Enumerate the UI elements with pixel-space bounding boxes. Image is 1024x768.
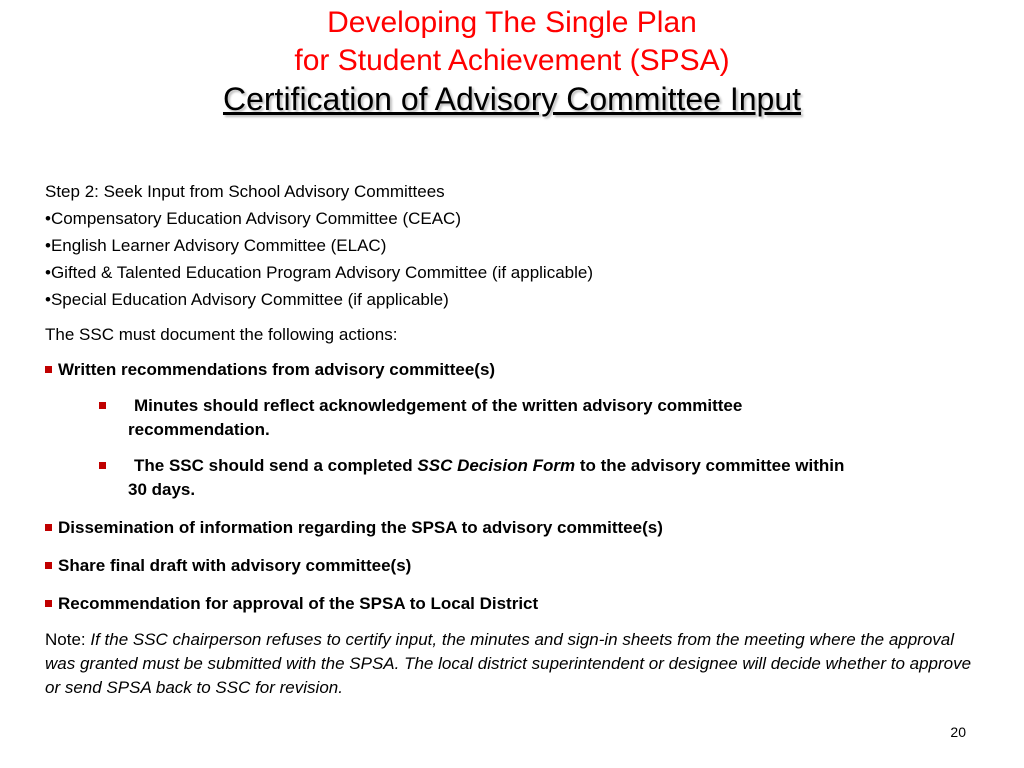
action-text: Dissemination of information regarding the SPSA to advisory committee(s) <box>58 518 663 537</box>
note-text: If the SSC chairperson refuses to certify input, the minutes and sign-in sheets from the meeting where the approval was granted must be submitted with the SPSA. The local district superintendent or designee will decide whether to approve or send SPSA back to SSC for revision. <box>45 630 972 697</box>
intro-text: The SSC must document the following actions: <box>45 325 398 344</box>
square-bullet-icon <box>99 462 106 469</box>
square-bullet-icon <box>45 600 52 607</box>
square-bullet-icon <box>99 402 106 409</box>
note-paragraph <box>45 628 975 700</box>
sub-action-part: The SSC should send a completed <box>134 456 418 475</box>
sub-action-line: Minutes should reflect acknowledgement of the written advisory committee <box>134 396 743 415</box>
slide-body <box>45 178 975 700</box>
title-line-1: Developing The Single Plan <box>327 6 697 39</box>
square-bullet-icon <box>45 562 52 569</box>
step-heading: Step 2: Seek Input from School Advisory Committees <box>45 182 445 201</box>
action-text: Written recommendations from advisory committee(s) <box>58 360 496 379</box>
action-item <box>45 554 975 578</box>
title-line-2: for Student Achievement (SPSA) <box>294 43 730 77</box>
sub-action-line: recommendation. <box>128 420 270 439</box>
sub-action-item <box>45 454 975 502</box>
committee-item: •Gifted & Talented Education Program Advisory Committee (if applicable) <box>45 263 594 282</box>
committee-item: •Compensatory Education Advisory Committee (CEAC) <box>45 209 461 228</box>
action-item <box>45 358 975 382</box>
note-label: Note: <box>45 630 91 649</box>
slide-title <box>0 4 1024 119</box>
sub-action-text <box>128 394 742 442</box>
page-number: 20 <box>950 724 966 740</box>
action-text: Share final draft with advisory committee(s) <box>58 556 412 575</box>
action-item <box>45 592 975 616</box>
form-name: SSC Decision Form <box>417 456 576 475</box>
sub-action-item <box>45 394 975 442</box>
sub-action-line: 30 days. <box>128 480 196 499</box>
action-item <box>45 516 975 540</box>
square-bullet-icon <box>45 366 52 373</box>
committee-item: •English Learner Advisory Committee (ELAC) <box>45 236 387 255</box>
square-bullet-icon <box>45 524 52 531</box>
committee-item: •Special Education Advisory Committee (if applicable) <box>45 290 449 309</box>
sub-action-text <box>128 454 844 502</box>
sub-action-part: to the advisory committee within <box>575 456 845 475</box>
action-text: Recommendation for approval of the SPSA to Local District <box>58 594 539 613</box>
title-subtitle: Certification of Advisory Committee Input <box>222 81 801 117</box>
